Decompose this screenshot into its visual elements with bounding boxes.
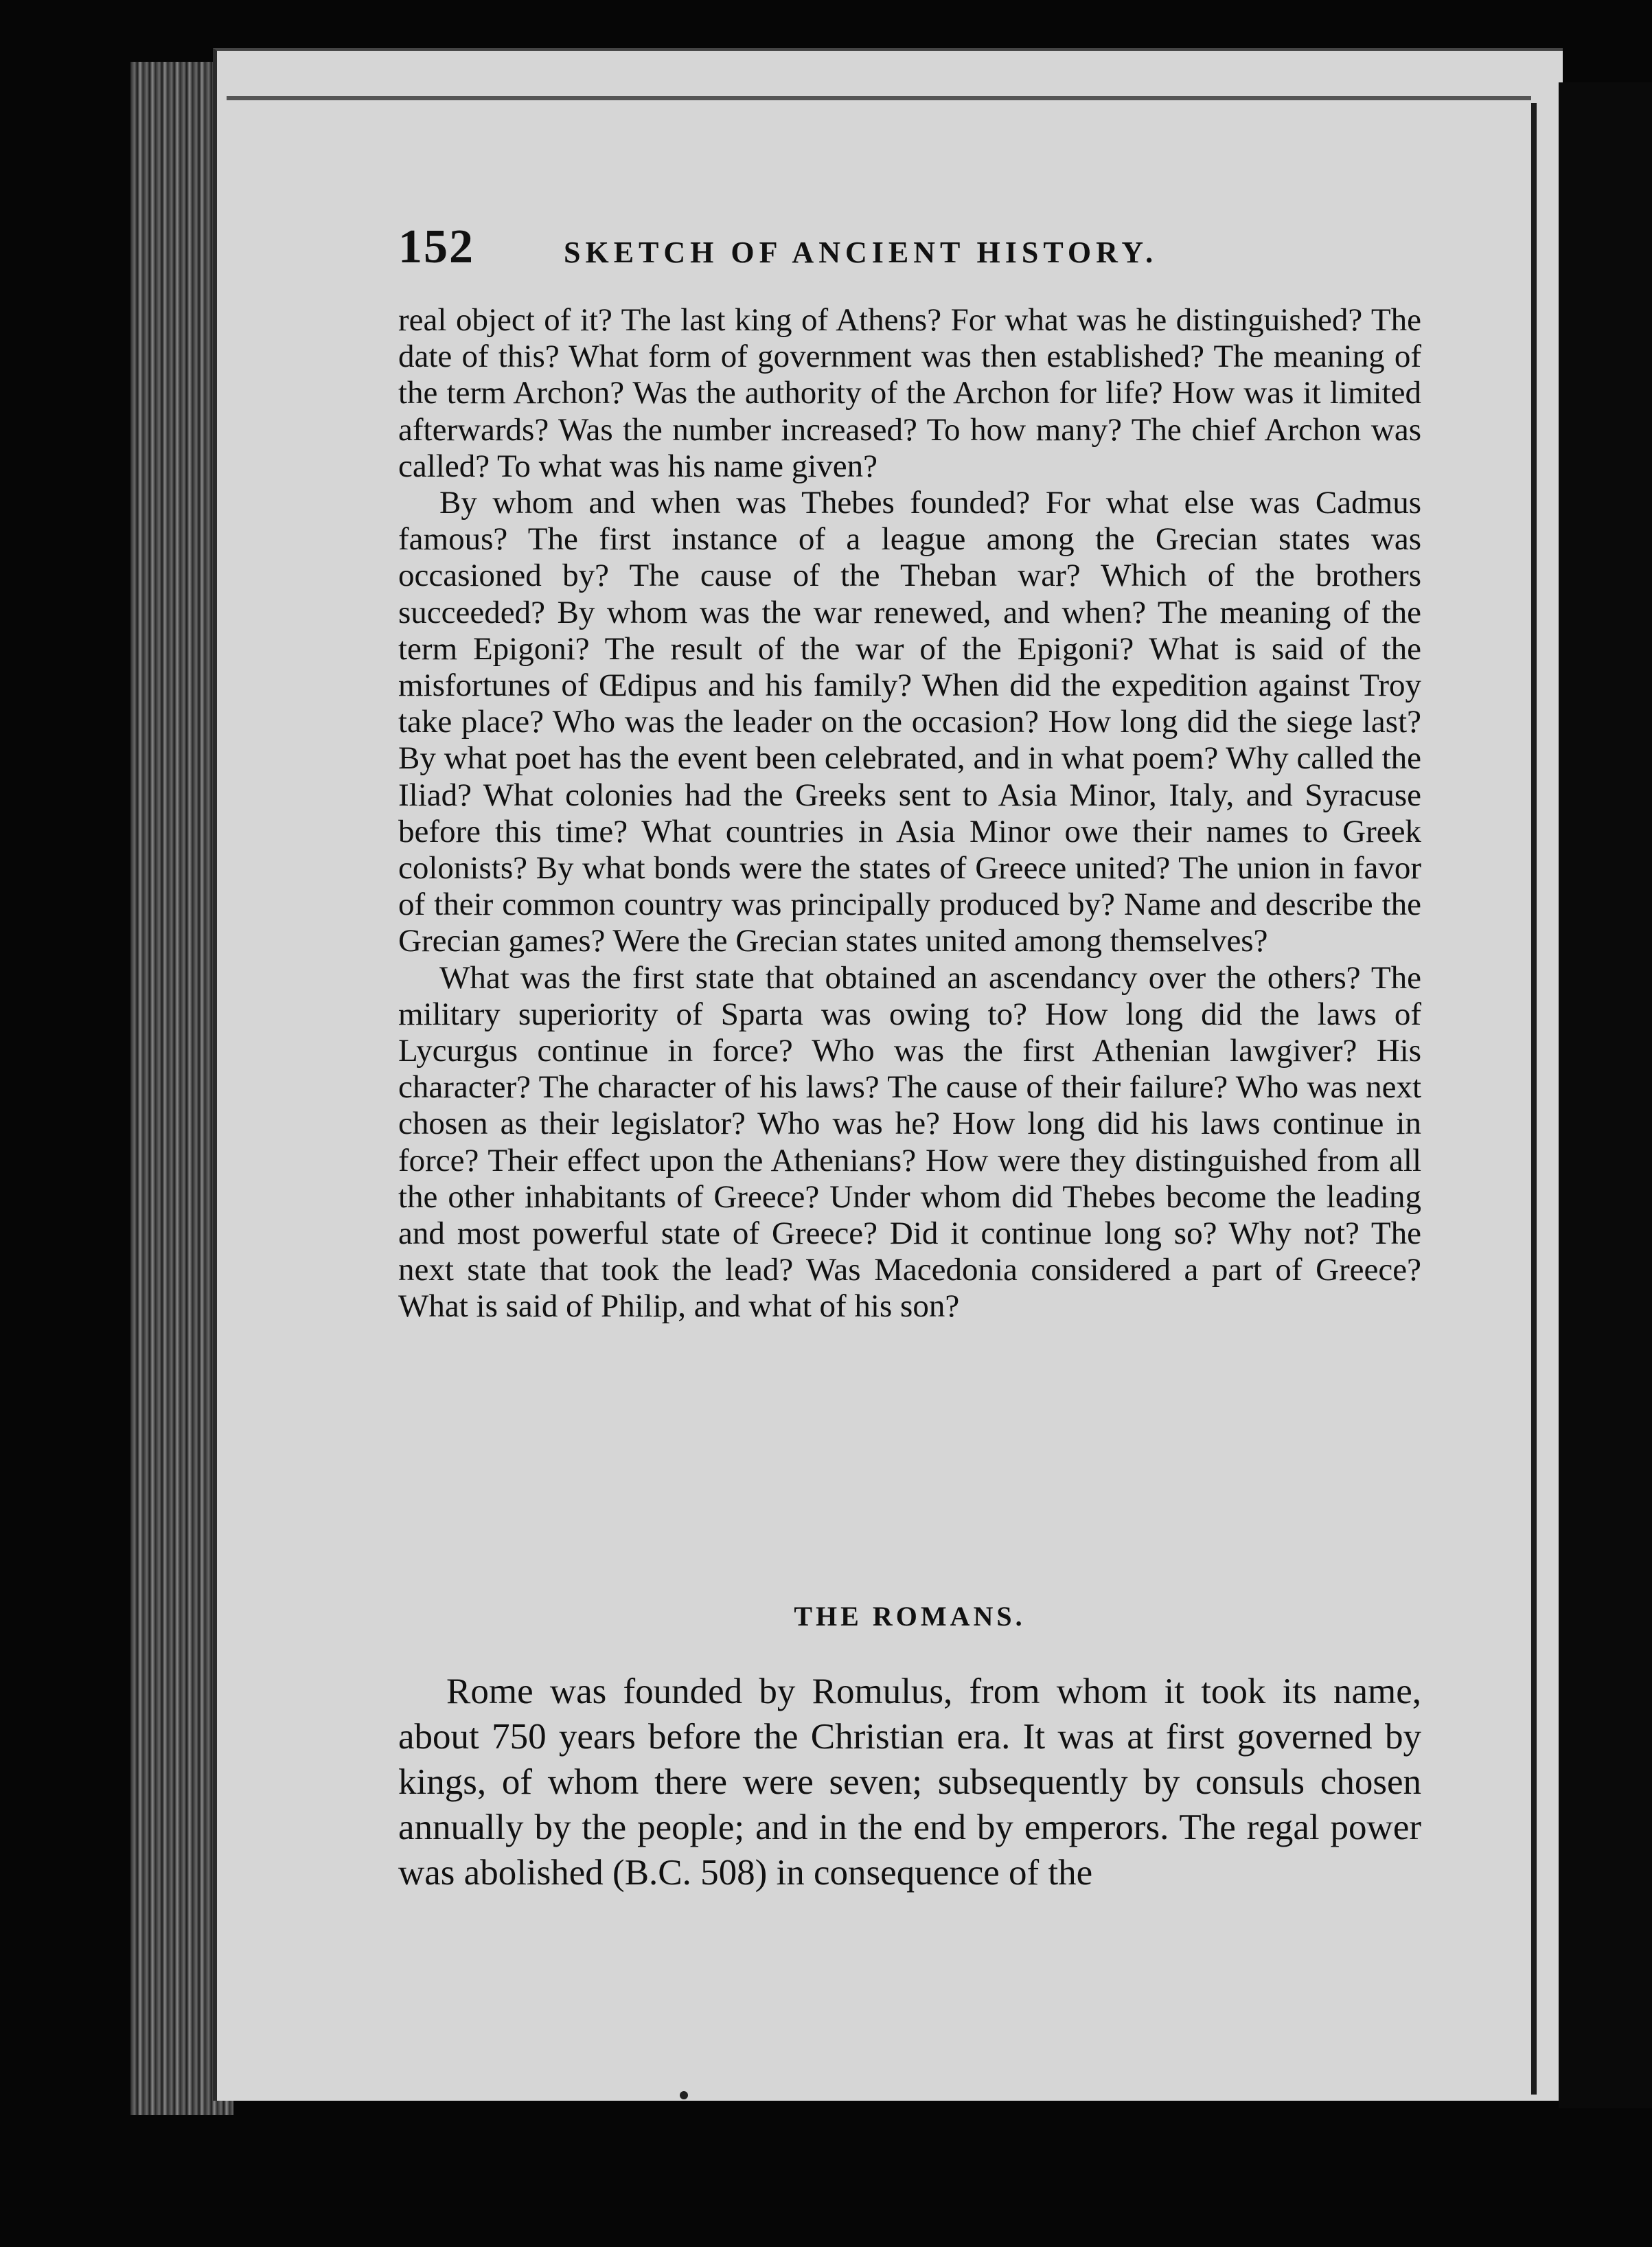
page-top-rule: [227, 96, 1531, 100]
page-header: [398, 220, 1421, 275]
section-text: Rome was founded by Romulus, from whom it took its name, about 750 years before the Christian era. It was at first governed by kings, of whom there were seven; subsequently by consuls chosen annually by the people; and in the end by emperors. The regal power was abolished (B.C. 508) in consequence of the: [398, 1672, 1421, 1893]
adjacent-page-shadow: [1559, 82, 1652, 2108]
page-number: 152: [398, 220, 474, 273]
section-heading: THE ROMANS.: [794, 1601, 1026, 1632]
questions-body: [398, 302, 1421, 1325]
gutter-rule: [1531, 103, 1537, 2095]
question-paragraph-2: By whom and when was Thebes founded? For what else was Cadmus famous? The first instance of a league among the Grecian states was occasioned by? The cause of the Theban war? Which of the brothers succeeded? By whom was the war renewed, and when? The meaning of the term Epigoni? The result of the war of the Epigoni? What is said of the misfortunes of Œdipus and his family? When did the expedition against Troy take place? Who was the leader on the occasion? How long did the siege last? By what poet has the event been celebrated, and in what poem? Why called the Iliad? What colonies had the Greeks sent to Asia Minor, Italy, and Syracuse before this time? What countries in Asia Minor owe their names to Greek colonists? By what bonds were the states of Greece united? The union in favor of their common country was principally produced by? Name and describe the Grecian games? Were the Grecian states united among themselves?: [398, 485, 1421, 959]
question-paragraph-1: real object of it? The last king of Athens? For what was he distinguished? The date of this? What form of government was then established? The meaning of the term Archon? Was the authority of the Archon for life? How was it limited afterwards? Was the number increased? To how many? The chief Archon was called? To what was his name given?: [398, 302, 1421, 484]
running-head: SKETCH OF ANCIENT HISTORY.: [564, 236, 1158, 269]
question-paragraph-3: What was the first state that obtained an ascendancy over the others? The military superiority of Sparta was owing to? How long did the laws of Lycurgus continue in force? Who was the first Athenian lawgiver? His character? The character of his laws? The cause of their failure? Who was next chosen as their legislator? Who was he? How long did his laws continue in force? Their effect upon the Athenians? How were they distinguished from all the other inhabitants of Greece? Under whom did Thebes become the leading and most powerful state of Greece? Did it continue long so? Why not? The next state that took the lead? Was Macedonia considered a part of Greece? What is said of Philip, and what of his son?: [398, 959, 1421, 1325]
ink-speck: [680, 2091, 688, 2099]
